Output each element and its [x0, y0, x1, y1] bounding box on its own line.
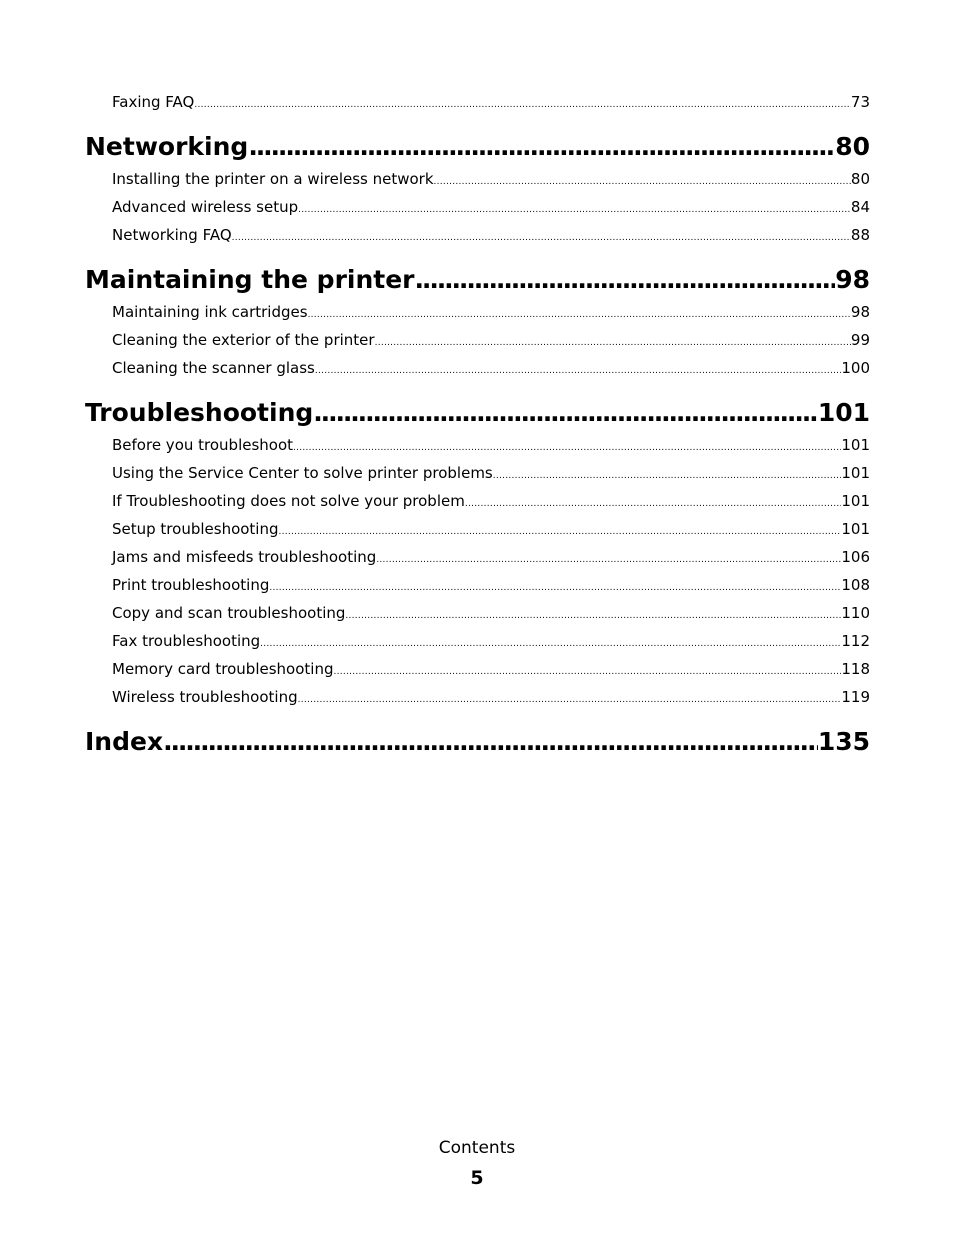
toc-entry-row[interactable] [85, 655, 870, 683]
toc-entry-row[interactable] [85, 354, 870, 382]
toc-entry-row[interactable] [85, 571, 870, 599]
dot-leader [345, 599, 841, 627]
dot-leader [269, 571, 841, 599]
toc-entry-title: Cleaning the exterior of the printer [112, 331, 375, 349]
toc-entry-title: Installing the printer on a wireless network [112, 170, 434, 188]
dot-leader [465, 487, 842, 515]
toc-page-number: 135 [817, 727, 870, 756]
toc-entry-row[interactable] [85, 326, 870, 354]
toc-page-number: 110 [841, 604, 870, 622]
toc-entry-title: Faxing FAQ [112, 93, 195, 111]
toc-entry-title: Setup troubleshooting [112, 520, 279, 538]
toc-entry-row[interactable] [85, 459, 870, 487]
toc-chapter-row[interactable] [85, 725, 870, 759]
toc-page-number: 98 [850, 303, 870, 321]
toc-entry-row[interactable] [85, 683, 870, 711]
dot-leader [298, 193, 851, 221]
toc-entry-title: Before you troubleshoot [112, 436, 294, 454]
dot-leader [194, 88, 851, 116]
toc-page-number: 112 [841, 632, 870, 650]
dot-leader [260, 627, 841, 655]
toc-entry-title: Networking FAQ [112, 226, 232, 244]
dot-leader [493, 459, 842, 487]
dot-leader [376, 543, 841, 571]
toc-entry-row[interactable] [85, 221, 870, 249]
dot-leader [315, 354, 842, 382]
toc-entry-title: Jams and misfeeds troubleshooting [112, 548, 377, 566]
toc-entry-row[interactable] [85, 165, 870, 193]
toc-entry-title: Wireless troubleshooting [112, 688, 298, 706]
toc-page-number: 101 [841, 436, 870, 454]
toc-entry-title: Fax troubleshooting [112, 632, 261, 650]
toc-entry-row[interactable] [85, 487, 870, 515]
toc-entry-title: Cleaning the scanner glass [112, 359, 315, 377]
toc-page-number: 101 [817, 398, 870, 427]
dot-leader [333, 655, 841, 683]
toc-entry-row[interactable] [85, 193, 870, 221]
dot-leader [415, 263, 836, 297]
toc-entry-title: Copy and scan troubleshooting [112, 604, 346, 622]
toc-chapter-title: Networking [85, 132, 249, 161]
toc-chapter-title: Index [85, 727, 164, 756]
toc-entry-row[interactable] [85, 515, 870, 543]
toc-entry-row[interactable] [85, 88, 870, 116]
dot-leader [232, 221, 851, 249]
toc-entry-title: Memory card troubleshooting [112, 660, 334, 678]
toc-page-number: 99 [850, 331, 870, 349]
toc-entry-row[interactable] [85, 627, 870, 655]
toc-page-number: 101 [841, 464, 870, 482]
toc-entry-row[interactable] [85, 298, 870, 326]
toc-page-number: 80 [850, 170, 870, 188]
toc-entry-title: Maintaining ink cartridges [112, 303, 308, 321]
toc-entry-row[interactable] [85, 543, 870, 571]
footer-section-label: Contents [438, 1138, 516, 1158]
dot-leader [293, 431, 841, 459]
toc-page-number: 101 [841, 520, 870, 538]
toc-page-number: 88 [850, 226, 870, 244]
toc-page-number: 73 [850, 93, 870, 111]
toc-page-number: 100 [841, 359, 870, 377]
toc-page-number: 118 [841, 660, 870, 678]
dot-leader [298, 683, 842, 711]
toc-entry-title: Advanced wireless setup [112, 198, 299, 216]
dot-leader [313, 396, 818, 430]
toc-entry-title: If Troubleshooting does not solve your problem [112, 492, 465, 510]
toc-page-number: 80 [835, 132, 870, 161]
toc-entry-row[interactable] [85, 431, 870, 459]
toc-entry-title: Print troubleshooting [112, 576, 270, 594]
dot-leader [308, 298, 851, 326]
dot-leader [279, 515, 842, 543]
toc-chapter-title: Maintaining the printer [85, 265, 415, 294]
toc-page-number: 119 [841, 688, 870, 706]
dot-leader [434, 165, 851, 193]
toc-page-number: 101 [841, 492, 870, 510]
toc-chapter-title: Troubleshooting [85, 398, 314, 427]
footer-page-number: 5 [470, 1167, 484, 1189]
toc-chapter-row[interactable] [85, 130, 870, 164]
toc-page-number: 106 [841, 548, 870, 566]
dot-leader [248, 130, 835, 164]
toc-entry-row[interactable] [85, 599, 870, 627]
toc-chapter-row[interactable] [85, 396, 870, 430]
toc-page-number: 98 [835, 265, 870, 294]
dot-leader [375, 326, 851, 354]
dot-leader [163, 725, 818, 759]
toc-entry-title: Using the Service Center to solve printer problems [112, 464, 493, 482]
toc-page-number: 84 [850, 198, 870, 216]
toc-page-number: 108 [841, 576, 870, 594]
toc-chapter-row[interactable] [85, 263, 870, 297]
table-of-contents [85, 88, 870, 760]
